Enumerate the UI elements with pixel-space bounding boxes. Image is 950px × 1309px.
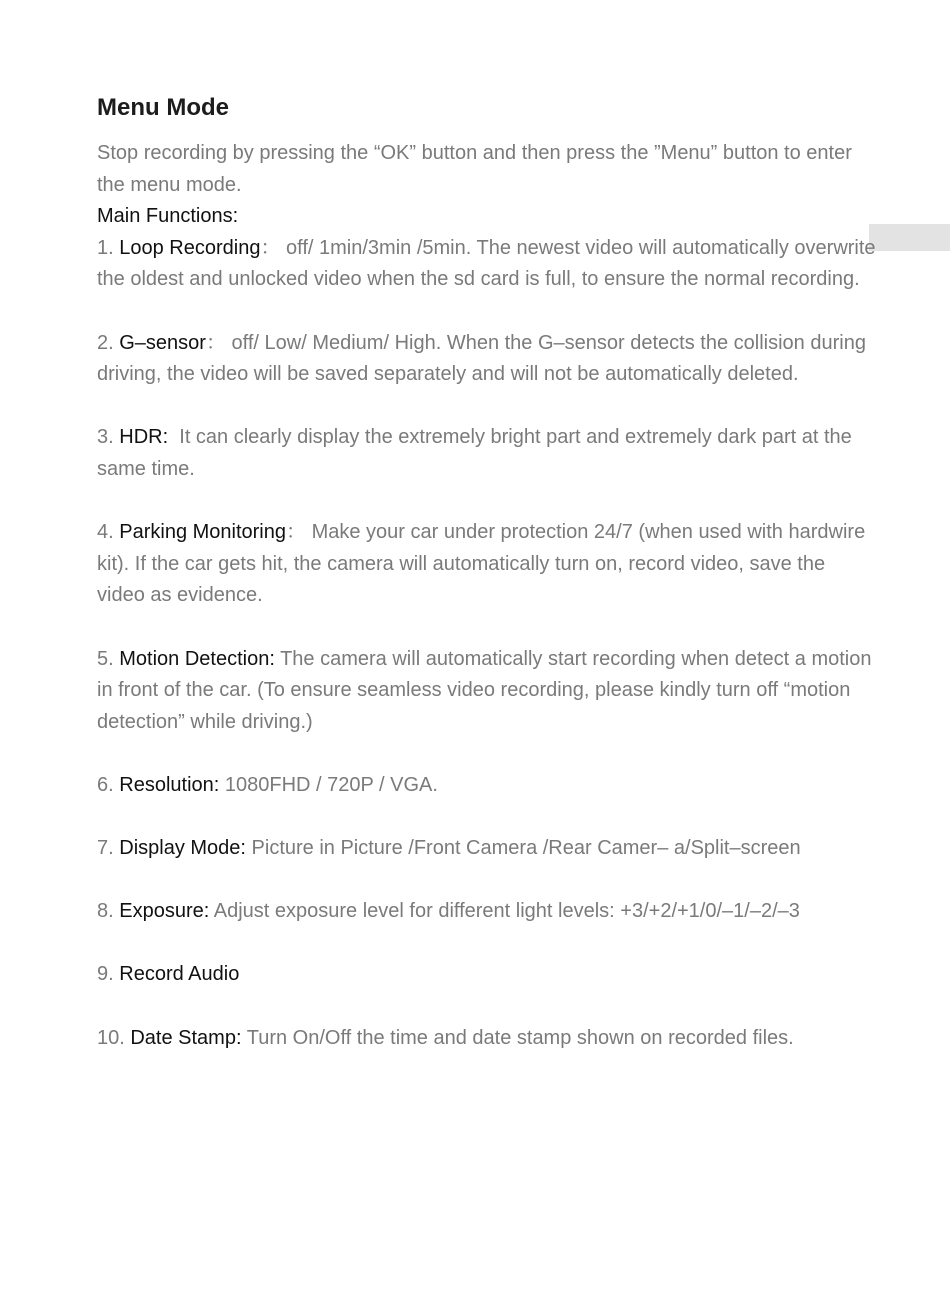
item-label: G–sensor	[119, 331, 206, 354]
item-label: Record Audio	[119, 963, 240, 986]
item-number: 7.	[97, 837, 120, 860]
list-item	[97, 1023, 877, 1055]
item-separator: ：	[260, 236, 287, 259]
item-text: 1080FHD / 720P / VGA.	[224, 773, 438, 796]
item-text: off/ Low/ Medium/ High. When the G–sensor detects the collision during driving, the video will be saved separately and will not be automatically deleted.	[97, 331, 866, 386]
list-item	[97, 896, 877, 928]
item-text: Turn On/Off the time and date stamp shown on recorded files.	[246, 1026, 794, 1049]
list-item	[97, 770, 877, 802]
item-label: Resolution:	[119, 773, 220, 796]
side-tab-marker	[869, 224, 950, 251]
item-label: Display Mode:	[119, 837, 246, 860]
list-item	[97, 833, 877, 865]
list-item	[97, 959, 877, 991]
item-number: 10.	[97, 1026, 131, 1049]
list-item	[97, 422, 877, 485]
item-number: 3.	[97, 426, 120, 449]
item-separator	[168, 426, 179, 448]
item-text: Make your car under protection 24/7 (when used with hardwire kit). If the car gets hit, the camera will automatically turn on, record video, save the video as evidence.	[97, 521, 866, 607]
item-text: off/ 1min/3min /5min. The newest video will automatically overwrite the oldest and unlocked video when the sd card is full, to ensure the normal recording.	[97, 236, 876, 291]
item-number: 1.	[97, 236, 120, 259]
item-text: Picture in Picture /Front Camera /Rear Camer– a/Split–screen	[251, 837, 801, 860]
item-separator: ：	[286, 521, 312, 544]
item-label: Exposure:	[119, 900, 210, 923]
item-number: 5.	[97, 647, 120, 670]
item-text: It can clearly display the extremely bright part and extremely dark part at the same time.	[97, 426, 852, 480]
list-item	[97, 233, 877, 296]
item-text: Adjust exposure level for different light levels: +3/+2/+1/0/–1/–2/–3	[213, 900, 800, 923]
item-text: The camera will automatically start recording when detect a motion in front of the car. (To ensure seamless video recording, please kindly turn off “motion detection” while driving.)	[97, 647, 872, 733]
item-label: Motion Detection:	[119, 647, 275, 670]
function-list	[97, 233, 877, 1054]
item-separator: ：	[205, 331, 232, 354]
item-label: HDR:	[119, 426, 169, 449]
list-item	[97, 644, 877, 739]
item-number: 8.	[97, 900, 120, 923]
item-number: 6.	[97, 773, 120, 796]
item-label: Date Stamp:	[130, 1026, 242, 1049]
list-item	[97, 517, 877, 612]
item-number: 4.	[97, 521, 120, 544]
item-label: Parking Monitoring	[119, 521, 286, 544]
item-number: 2.	[97, 331, 120, 354]
item-number: 9.	[97, 963, 120, 986]
intro-paragraph: Stop recording by pressing the “OK” button and then press the ”Menu” button to enter the menu mode.	[97, 142, 852, 196]
list-item	[97, 328, 877, 391]
main-functions-label: Main Functions:	[97, 205, 239, 228]
document-page	[97, 92, 877, 1086]
item-label: Loop Recording	[119, 236, 261, 259]
page-title: Menu Mode	[97, 94, 229, 121]
